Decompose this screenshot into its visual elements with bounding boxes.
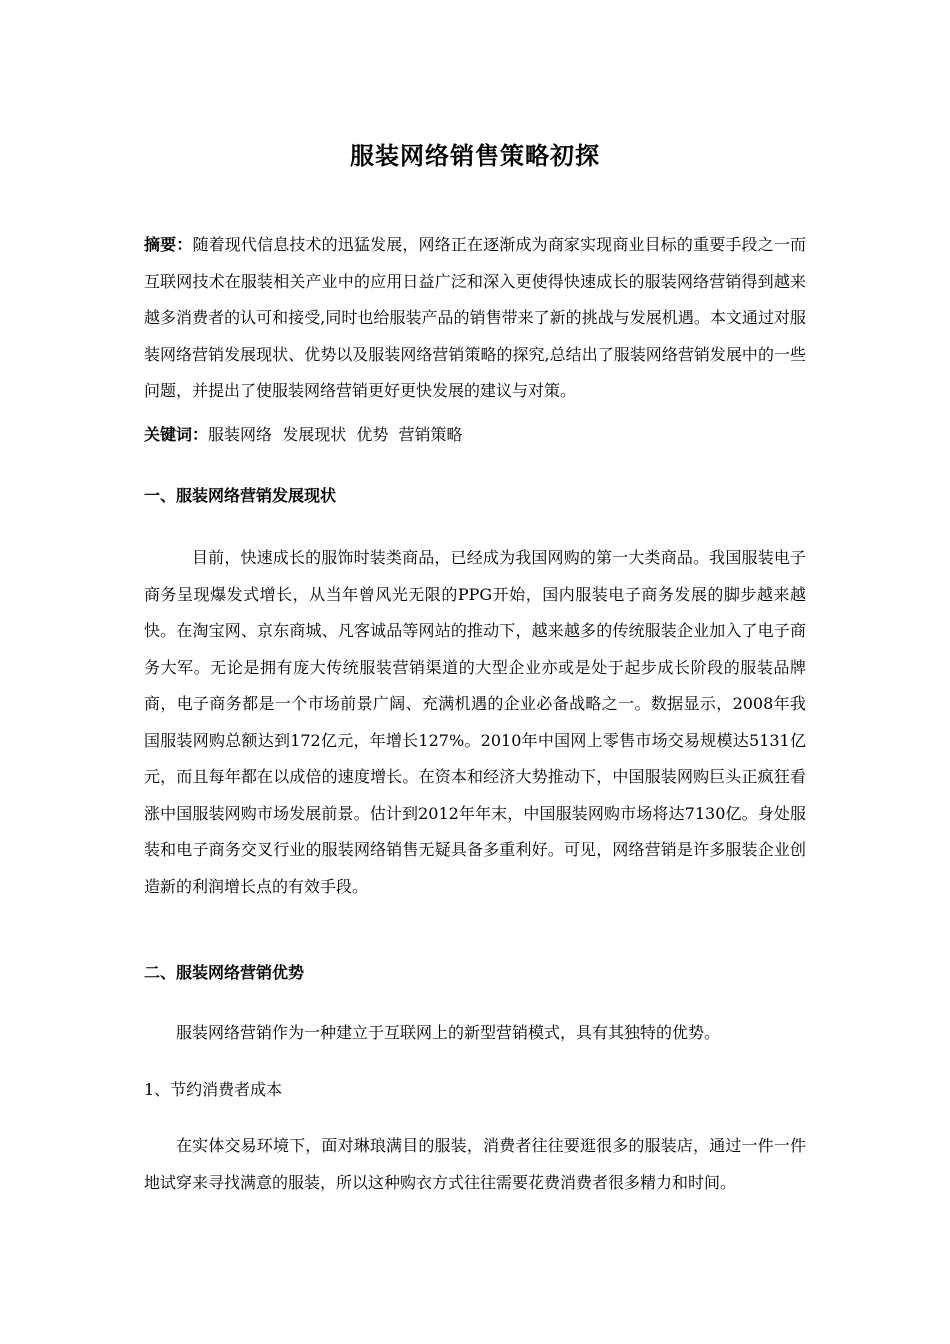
section-heading-advantages: 二、服装网络营销优势	[144, 963, 305, 982]
section-heading-status: 一、服装网络营销发展现状	[144, 486, 337, 505]
keywords-text: 服装网络 发展现状 优势 营销策略	[208, 425, 463, 444]
keywords-line	[144, 420, 806, 450]
section-status-paragraph: 目前，快速成长的服饰时装类商品，已经成为我国网购的第一大类商品。我国服装电子商务呈现爆发式增长，从当年曾风光无限的PPG开始，国内服装电子商务发展的脚步越来越快。在淘宝网、京东商城、凡客诚品等网站的推动下，越来越多的传统服装企业加入了电子商务大军。无论是拥有庞大传统服装营销渠道的大型企业亦或是处于起步成长阶段的服装品牌商，电子商务都是一个市场前景广阔、充满机遇的企业必备战略之一。数据显示，2008年我国服装网购总额达到172亿元，年增长127%。2010年中国网上零售市场交易规模达5131亿元，而且每年都在以成倍的速度增长。在资本和经济大势推动下，中国服装网购巨头正疯狂看涨中国服装网购市场发展前景。估计到2012年年末，中国服装网购市场将达7130亿。身处服装和电子商务交叉行业的服装网络销售无疑具备多重利好。可见，网络营销是许多服装企业创造新的利润增长点的有效手段。	[144, 548, 806, 896]
subsection-save-cost-paragraph: 在实体交易环境下，面对琳琅满目的服装，消费者往往要逛很多的服装店，通过一件一件地试穿来寻找满意的服装，所以这种购衣方式往往需要花费消费者很多精力和时间。	[144, 1136, 806, 1192]
document-title: 服装网络销售策略初探	[350, 141, 600, 170]
abstract-text: 随着现代信息技术的迅猛发展，网络正在逐渐成为商家实现商业目标的重要手段之一而互联网技术在服装相关产业中的应用日益广泛和深入更使得快速成长的服装网络营销得到越来越多消费者的认可和接受,同时也给服装产品的销售带来了新的挑战与发展机遇。本文通过对服装网络营销发展现状、优势以及服装网络营销策略的探究,总结出了服装网络营销发展中的一些问题，并提出了使服装网络营销更好更快发展的建议与对策。	[144, 235, 806, 400]
section-advantages-intro: 服装网络营销作为一种建立于互联网上的新型营销模式，具有其独特的优势。	[176, 1023, 721, 1042]
subsection-heading-save-cost: 1、节约消费者成本	[144, 1080, 283, 1099]
abstract-paragraph	[144, 227, 806, 410]
abstract-label: 摘要：	[144, 235, 193, 254]
keywords-label: 关键词：	[144, 425, 209, 444]
